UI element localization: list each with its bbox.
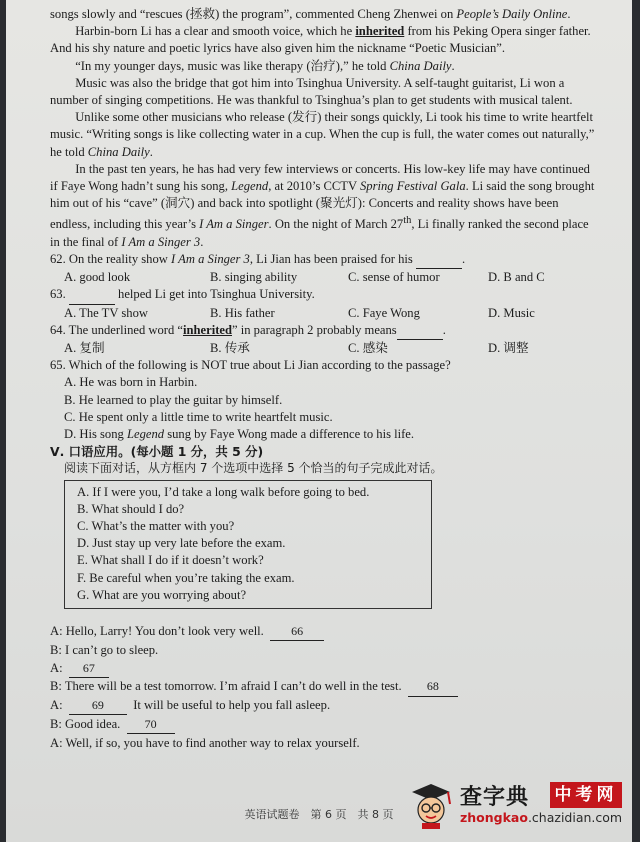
passage-paragraph-3: “In my younger days, music was like therapy (治疗),” he told China Daily. — [75, 58, 455, 73]
exam-page — [6, 0, 632, 842]
passage-line-top: songs slowly and “rescues (拯救) the program”, commented Cheng Zhenwei on People’s Daily Online. — [50, 7, 571, 21]
question-63-options — [50, 305, 598, 322]
watermark — [404, 776, 630, 840]
question-63: 63. helped Li get into Tsinghua University. — [50, 286, 598, 304]
dialogue-line-4: B: There will be a test tomorrow. I’m afraid I can’t do well in the test. 68 — [50, 678, 598, 696]
option-64-a[interactable]: A. 复制 — [64, 341, 105, 356]
option-62-a[interactable]: A. good look — [64, 270, 131, 285]
answer-blank-70[interactable]: 70 — [127, 716, 175, 734]
dialogue-line-7: A: Well, if so, you have to find another way to relax yourself. — [50, 735, 360, 750]
page-footer: 英语试题卷 第 6 页 共 8 页 — [244, 808, 394, 821]
dialogue-line-6: B: Good idea. 70 — [50, 716, 598, 734]
dialogue-line-2: B: I can’t go to sleep. — [50, 642, 159, 657]
dialogue-line-1: A: Hello, Larry! You don’t look very well. 66 — [50, 623, 598, 641]
answer-blank-63[interactable] — [69, 286, 115, 304]
passage-paragraph-4: Music was also the bridge that got him into Tsinghua University. A self-taught guitarist, Li won a number of singing competitions. He was thankful to Tsinghua’s plan to get students with musical talent. — [50, 75, 573, 108]
mascot-icon — [408, 780, 454, 830]
box-option-f: F. Be careful when you’re taking the exam. — [77, 570, 295, 585]
section-5-heading: Ⅴ. 口语应用。(每小题 1 分，共 5 分) — [50, 444, 264, 460]
option-64-d[interactable]: D. 调整 — [488, 341, 529, 356]
option-65-a[interactable]: A. He was born in Harbin. — [64, 375, 198, 390]
question-62-options — [50, 269, 598, 286]
box-option-g: G. What are you worrying about? — [77, 587, 247, 602]
question-64-options — [50, 340, 598, 357]
page-content — [50, 6, 598, 753]
passage-paragraph-5: Unlike some other musicians who release (发行) their songs quickly, Li took his time to write heartfelt music. “Writing songs is like collecting water in a cup. When the cup is full, the water comes out naturally,” he told China Daily. — [50, 110, 595, 159]
box-option-b: B. What should I do? — [77, 501, 185, 516]
options-box — [64, 480, 432, 609]
option-63-c[interactable]: C. Faye Wong — [348, 305, 420, 320]
passage-paragraph-6: In the past ten years, he has had very few interviews or concerts. His low-key life may have continued if Faye Wong hadn’t sung his song, Legend, at 2010’s CCTV Spring Festival Gala. Li said the song brought him out of his “cave” (洞穴) and back into spotlight (聚光灯): Concerts and reality shows have been endless, including this year’s I Am a Singer. On the night of March 27th, Li finally ranked the second place in the final of I Am a Singer 3. — [50, 161, 595, 249]
answer-blank-64[interactable] — [397, 322, 443, 340]
option-62-c[interactable]: C. sense of humor — [348, 270, 440, 285]
answer-blank-69[interactable]: 69 — [69, 697, 127, 715]
box-option-c: C. What’s the matter with you? — [77, 519, 235, 534]
question-65: 65. Which of the following is NOT true about Li Jian according to the passage? — [50, 358, 451, 373]
box-option-a: A. If I were you, I’d take a long walk before going to bed. — [77, 484, 370, 499]
answer-blank-68[interactable]: 68 — [408, 678, 458, 696]
option-64-b[interactable]: B. 传承 — [210, 341, 250, 356]
answer-blank-67[interactable]: 67 — [69, 660, 109, 678]
box-option-d: D. Just stay up very late before the exam. — [77, 536, 286, 551]
option-65-c[interactable]: C. He spent only a little time to write heartfelt music. — [64, 409, 333, 424]
option-62-d[interactable]: D. B and C — [488, 270, 545, 285]
option-63-a[interactable]: A. The TV show — [64, 305, 148, 320]
question-64: 64. The underlined word “inherited” in paragraph 2 probably means . — [50, 322, 598, 340]
passage-paragraph-2: Harbin-born Li has a clear and smooth voice, which he inherited from his Peking Opera singer father. And his shy nature and poetic lyrics have also given him the nickname “Poetic Musician”. — [50, 24, 591, 56]
watermark-badge: 中考网 — [550, 782, 622, 808]
option-63-d[interactable]: D. Music — [488, 305, 535, 320]
box-option-e: E. What shall I do if it doesn’t work? — [77, 553, 264, 568]
answer-blank-62[interactable] — [416, 251, 462, 269]
section-5-instruction: 阅读下面对话，从方框内 7 个选项中选择 5 个恰当的句子完成此对话。 — [64, 461, 443, 476]
option-64-c[interactable]: C. 感染 — [348, 341, 388, 356]
underlined-word: inherited — [355, 24, 405, 39]
option-65-b[interactable]: B. He learned to play the guitar by himself. — [64, 392, 283, 407]
option-65-d[interactable]: D. His song Legend sung by Faye Wong made a difference to his life. — [64, 427, 415, 442]
option-62-b[interactable]: B. singing ability — [210, 270, 298, 285]
question-62: 62. On the reality show I Am a Singer 3, Li Jian has been praised for his . — [50, 251, 598, 269]
watermark-url: zhongkao.chazidian.com — [460, 810, 623, 825]
answer-blank-66[interactable]: 66 — [270, 623, 324, 641]
watermark-title: 查字典 — [460, 785, 530, 810]
dialogue — [50, 623, 598, 752]
dialogue-line-3: A: 67 — [50, 660, 598, 678]
option-63-b[interactable]: B. His father — [210, 305, 275, 320]
dialogue-line-5: A: 69 It will be useful to help you fall asleep. — [50, 697, 598, 715]
